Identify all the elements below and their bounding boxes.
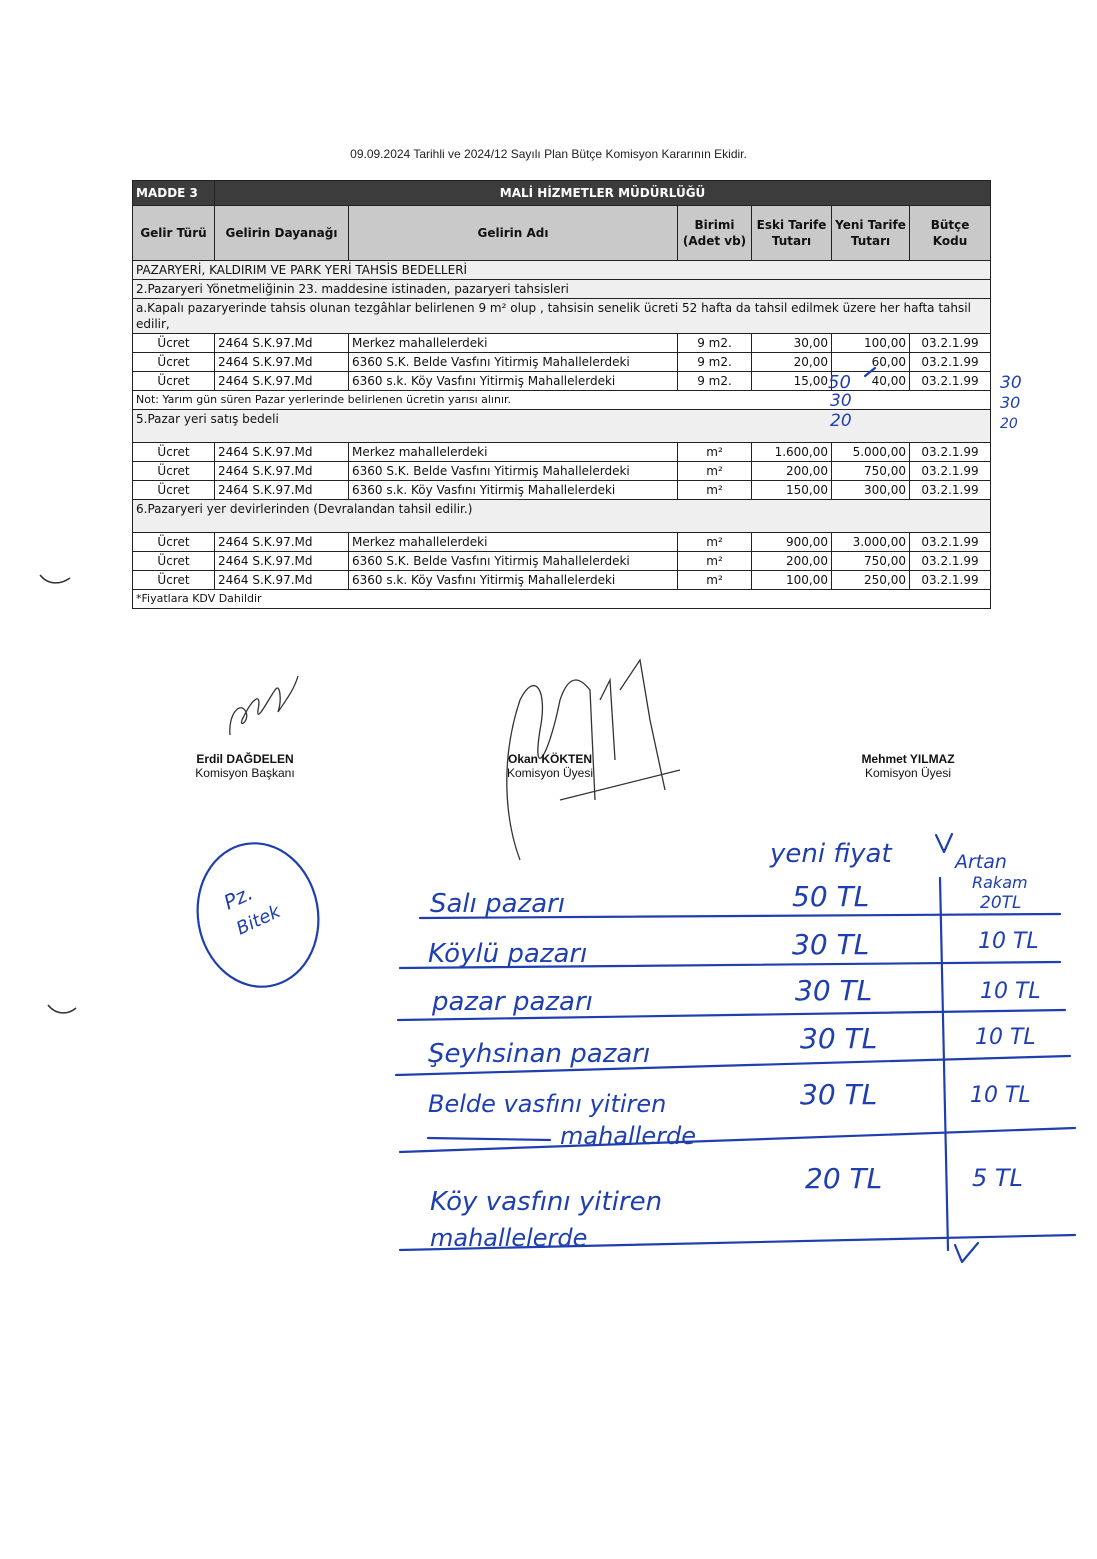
cell-code: 03.2.1.99 [910, 353, 991, 372]
cell-name: 6360 s.k. Köy Vasfını Yitirmiş Mahallelerdeki [349, 481, 678, 500]
col-eski-tarife: Eski Tarife Tutarı [752, 206, 832, 261]
section-2a: a.Kapalı pazaryerinde tahsis olunan tezgâhlar belirlenen 9 m² olup , tahsisin senelik ücreti 52 hafta da tahsil edilmek üzere her hafta tahsil edilir, [133, 299, 991, 334]
cell-name: 6360 S.K. Belde Vasfını Yitirmiş Mahallelerdeki [349, 353, 678, 372]
cell-basis: 2464 S.K.97.Md [215, 571, 349, 590]
hw-row-increase: 5 TL [972, 1164, 1023, 1192]
signatory-role: Komisyon Başkanı [195, 766, 295, 780]
signatory-3 [838, 752, 978, 780]
hw-row-increase: 10 TL [980, 979, 1041, 1004]
hw-row-increase: 10 TL [975, 1025, 1036, 1050]
footnote-kdv: *Fiyatlara KDV Dahildir [133, 590, 991, 609]
cell-old: 900,00 [752, 533, 832, 552]
cell-code: 03.2.1.99 [910, 443, 991, 462]
col-yeni-tarife: Yeni Tarife Tutarı [832, 206, 910, 261]
hw-header-increase-3: 20TL [980, 893, 1022, 913]
cell-code: 03.2.1.99 [910, 552, 991, 571]
cell-type: Ücret [133, 552, 215, 571]
section-2: 2.Pazaryeri Yönetmeliğinin 23. maddesine istinaden, pazaryeri tahsisleri [133, 280, 991, 299]
hw-column-divider [940, 878, 948, 1250]
cell-name: Merkez mahallelerdeki [349, 443, 678, 462]
cell-code: 03.2.1.99 [910, 571, 991, 590]
margin-edit-1: 30 [1000, 373, 1022, 393]
check-mark [936, 834, 952, 852]
circle-note-text-2: Bitek [233, 901, 284, 940]
hw-header-increase-1: Artan [955, 851, 1007, 873]
cell-basis: 2464 S.K.97.Md [215, 552, 349, 571]
col-butce-kodu: Bütçe Kodu [910, 206, 991, 261]
hw-row-label: Belde vasfını yitiren [428, 1090, 667, 1118]
signature-erdil [230, 676, 298, 735]
signatory-name: Erdil DAĞDELEN [196, 752, 294, 766]
hw-row-label: Köylü pazarı [428, 939, 588, 969]
cell-code: 03.2.1.99 [910, 372, 991, 391]
cell-name: Merkez mahallelerdeki [349, 533, 678, 552]
cell-basis: 2464 S.K.97.Md [215, 462, 349, 481]
cell-new: 3.000,00 [832, 533, 910, 552]
cell-basis: 2464 S.K.97.Md [215, 533, 349, 552]
margin-edit-3: 20 [1000, 416, 1018, 432]
signatory-name: Mehmet YILMAZ [861, 752, 955, 766]
strike-through [428, 1138, 550, 1140]
hw-row-label: pazar pazarı [432, 987, 593, 1017]
col-gelir-turu: Gelir Türü [133, 206, 215, 261]
hw-row-price: 30 TL [792, 928, 870, 961]
cell-unit: m² [678, 552, 752, 571]
hw-row-price: 30 TL [800, 1078, 878, 1111]
margin-edit-2: 30 [1000, 393, 1021, 412]
cell-type: Ücret [133, 372, 215, 391]
cell-type: Ücret [133, 481, 215, 500]
cell-new: 750,00 [832, 462, 910, 481]
cell-new: 5.000,00 [832, 443, 910, 462]
signatory-1 [175, 752, 315, 780]
cell-code: 03.2.1.99 [910, 462, 991, 481]
department-label: MALİ HİZMETLER MÜDÜRLÜĞÜ [215, 181, 991, 206]
cell-old: 15,00 [752, 372, 832, 391]
hw-row-price: 30 TL [800, 1022, 878, 1055]
col-gelirin-adi: Gelirin Adı [349, 206, 678, 261]
edit-row3: 20 [830, 411, 852, 431]
cell-old: 1.600,00 [752, 443, 832, 462]
hw-row-label-2: mahallerde [560, 1122, 696, 1150]
cell-new: 100,00 [832, 334, 910, 353]
hw-row-label: Salı pazarı [430, 889, 566, 919]
col-birimi: Birimi (Adet vb) [678, 206, 752, 261]
cell-basis: 2464 S.K.97.Md [215, 481, 349, 500]
cell-basis: 2464 S.K.97.Md [215, 372, 349, 391]
hw-row-price: 20 TL [805, 1162, 883, 1195]
edit-row1: 50 [828, 372, 851, 393]
cell-new: 40,00 [832, 372, 910, 391]
cell-unit: 9 m2. [678, 334, 752, 353]
cell-code: 03.2.1.99 [910, 481, 991, 500]
strike-mark [865, 368, 875, 376]
signatory-2 [480, 752, 620, 780]
cell-new: 300,00 [832, 481, 910, 500]
cell-unit: 9 m2. [678, 372, 752, 391]
check-mark-bottom [955, 1243, 978, 1262]
cell-old: 30,00 [752, 334, 832, 353]
cell-type: Ücret [133, 334, 215, 353]
hw-row-label: Şeyhsinan pazarı [428, 1039, 651, 1069]
cell-basis: 2464 S.K.97.Md [215, 334, 349, 353]
table-handwritten-edits [828, 368, 1022, 432]
cell-new: 250,00 [832, 571, 910, 590]
hw-row-price: 50 TL [792, 880, 870, 913]
cell-name: 6360 s.k. Köy Vasfını Yitirmiş Mahallelerdeki [349, 372, 678, 391]
col-gelirin-dayanagi: Gelirin Dayanağı [215, 206, 349, 261]
edit-row2: 30 [830, 391, 852, 411]
madde-label: MADDE 3 [133, 181, 215, 206]
hw-header-increase-2: Rakam [972, 873, 1028, 892]
cell-basis: 2464 S.K.97.Md [215, 353, 349, 372]
hw-row-label: Köy vasfını yitiren [430, 1187, 663, 1217]
cell-old: 100,00 [752, 571, 832, 590]
cell-old: 150,00 [752, 481, 832, 500]
cell-type: Ücret [133, 533, 215, 552]
cell-unit: m² [678, 533, 752, 552]
hw-row-price: 30 TL [795, 974, 873, 1007]
cell-new: 60,00 [832, 353, 910, 372]
cell-name: 6360 S.K. Belde Vasfını Yitirmiş Mahallelerdeki [349, 462, 678, 481]
cell-old: 20,00 [752, 353, 832, 372]
cell-old: 200,00 [752, 552, 832, 571]
cell-name: Merkez mahallelerdeki [349, 334, 678, 353]
document-title: 09.09.2024 Tarihli ve 2024/12 Sayılı Plan Bütçe Komisyon Kararının Ekidir. [350, 147, 747, 161]
cell-type: Ücret [133, 462, 215, 481]
hw-row-label-2: mahallelerde [430, 1224, 588, 1252]
signatory-name: Okan KÖKTEN [507, 752, 592, 766]
cell-unit: m² [678, 571, 752, 590]
signatory-role: Komisyon Üyesi [506, 766, 594, 780]
cell-unit: m² [678, 481, 752, 500]
hw-header-new-price: yeni fiyat [770, 839, 892, 869]
circle-note-text-1: Pz. [219, 880, 257, 915]
cell-type: Ücret [133, 353, 215, 372]
scan-mark [48, 1005, 76, 1013]
section-5: 5.Pazar yeri satış bedeli [133, 410, 991, 443]
cell-unit: m² [678, 443, 752, 462]
cell-type: Ücret [133, 571, 215, 590]
note-half-day: Not: Yarım gün süren Pazar yerlerinde belirlenen ücretin yarısı alınır. [133, 391, 991, 410]
hw-row-increase: 10 TL [970, 1083, 1031, 1108]
section-6: 6.Pazaryeri yer devirlerinden (Devralandan tahsil edilir.) [133, 500, 991, 533]
cell-unit: 9 m2. [678, 353, 752, 372]
cell-unit: m² [678, 462, 752, 481]
cell-old: 200,00 [752, 462, 832, 481]
cell-new: 750,00 [832, 552, 910, 571]
cell-name: 6360 s.k. Köy Vasfını Yitirmiş Mahallelerdeki [349, 571, 678, 590]
signatory-role: Komisyon Üyesi [864, 766, 952, 780]
section-main: PAZARYERİ, KALDIRIM VE PARK YERİ TAHSİS BEDELLERİ [133, 261, 991, 280]
cell-name: 6360 S.K. Belde Vasfını Yitirmiş Mahallelerdeki [349, 552, 678, 571]
cell-code: 03.2.1.99 [910, 533, 991, 552]
cell-type: Ücret [133, 443, 215, 462]
cell-basis: 2464 S.K.97.Md [215, 443, 349, 462]
hw-row-increase: 10 TL [978, 929, 1039, 954]
scan-mark [40, 575, 70, 583]
cell-code: 03.2.1.99 [910, 334, 991, 353]
